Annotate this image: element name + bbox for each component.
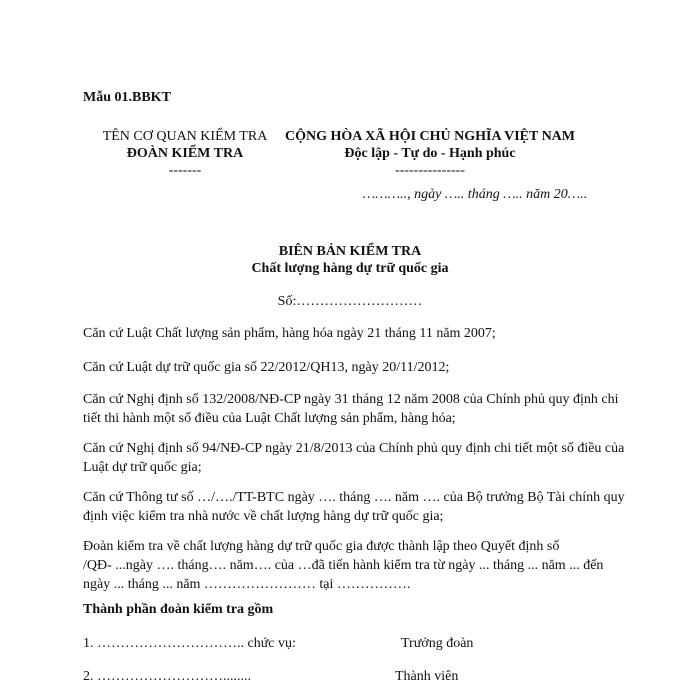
agency-name: TÊN CƠ QUAN KIỂM TRA — [102, 129, 268, 144]
paragraph-line: tiết thi hành một số điều của Luật Chất lượng sản phẩm, hàng hóa; — [83, 411, 456, 426]
team-establishment-paragraph — [83, 537, 643, 594]
paragraph-line: định việc kiểm tra nhà nước về chất lượng hàng dự trữ quốc gia; — [83, 509, 444, 524]
paragraph-line: Căn cứ Luật dự trữ quốc gia số 22/2012/QH13, ngày 20/11/2012; — [83, 360, 450, 375]
member-role: Thành viên — [395, 669, 459, 684]
form-code: Mẫu 01.BBKT — [83, 90, 171, 105]
members-heading: Thành phần đoàn kiểm tra gồm — [83, 602, 274, 617]
paragraph-line: Đoàn kiểm tra về chất lượng hàng dự trữ quốc gia được thành lập theo Quyết định số — [83, 539, 560, 554]
paragraph-line: Căn cứ Nghị định số 94/NĐ-CP ngày 21/8/2013 của Chính phủ quy định chi tiết một số điều của — [83, 441, 625, 456]
legal-basis-paragraph — [83, 324, 643, 343]
header-right — [270, 128, 590, 179]
header-left — [70, 128, 300, 179]
header-left-divider: ------- — [168, 163, 202, 178]
legal-basis-paragraph — [83, 488, 643, 526]
title-main: BIÊN BẢN KIỂM TRA — [278, 244, 422, 259]
member-row — [83, 669, 583, 688]
paragraph-line: Luật dự trữ quốc gia; — [83, 460, 202, 475]
date-line: ……….., ngày ….. tháng ….. năm 20….. — [362, 187, 588, 202]
member-entry: 1. ………………………….. chức vụ: — [83, 636, 296, 651]
national-title: CỘNG HÒA XÃ HỘI CHỦ NGHĨA VIỆT NAM — [284, 129, 575, 144]
inspection-team-name: ĐOÀN KIỂM TRA — [126, 146, 244, 161]
header-right-divider: --------------- — [395, 163, 465, 178]
title-sub: Chất lượng hàng dự trữ quốc gia — [251, 261, 449, 276]
document-number: Số:……………………… — [277, 294, 423, 309]
paragraph-line: Căn cứ Luật Chất lượng sản phẩm, hàng hóa ngày 21 tháng 11 năm 2007; — [83, 326, 496, 341]
member-entry: 2. ………………………........ — [83, 669, 251, 684]
member-role: Trưởng đoàn — [401, 636, 474, 651]
national-motto: Độc lập - Tự do - Hạnh phúc — [344, 146, 516, 161]
legal-basis-paragraph — [83, 390, 643, 428]
paragraph-line: Căn cứ Nghị định số 132/2008/NĐ-CP ngày 31 tháng 12 năm 2008 của Chính phủ quy định chi — [83, 392, 619, 407]
paragraph-line: Căn cứ Thông tư số …/…./TT-BTC ngày …. tháng …. năm …. của Bộ trưởng Bộ Tài chính quy — [83, 490, 625, 505]
paragraph-line: /QĐ- ...ngày …. tháng…. năm…. của …đã tiến hành kiểm tra từ ngày ... tháng ... năm ... đến — [83, 558, 604, 573]
legal-basis-paragraph — [83, 439, 643, 477]
member-row — [83, 636, 583, 655]
document-title — [150, 243, 550, 277]
paragraph-line: ngày ... tháng ... năm …………………… tại ……………. — [83, 577, 411, 592]
legal-basis-paragraph — [83, 358, 643, 377]
